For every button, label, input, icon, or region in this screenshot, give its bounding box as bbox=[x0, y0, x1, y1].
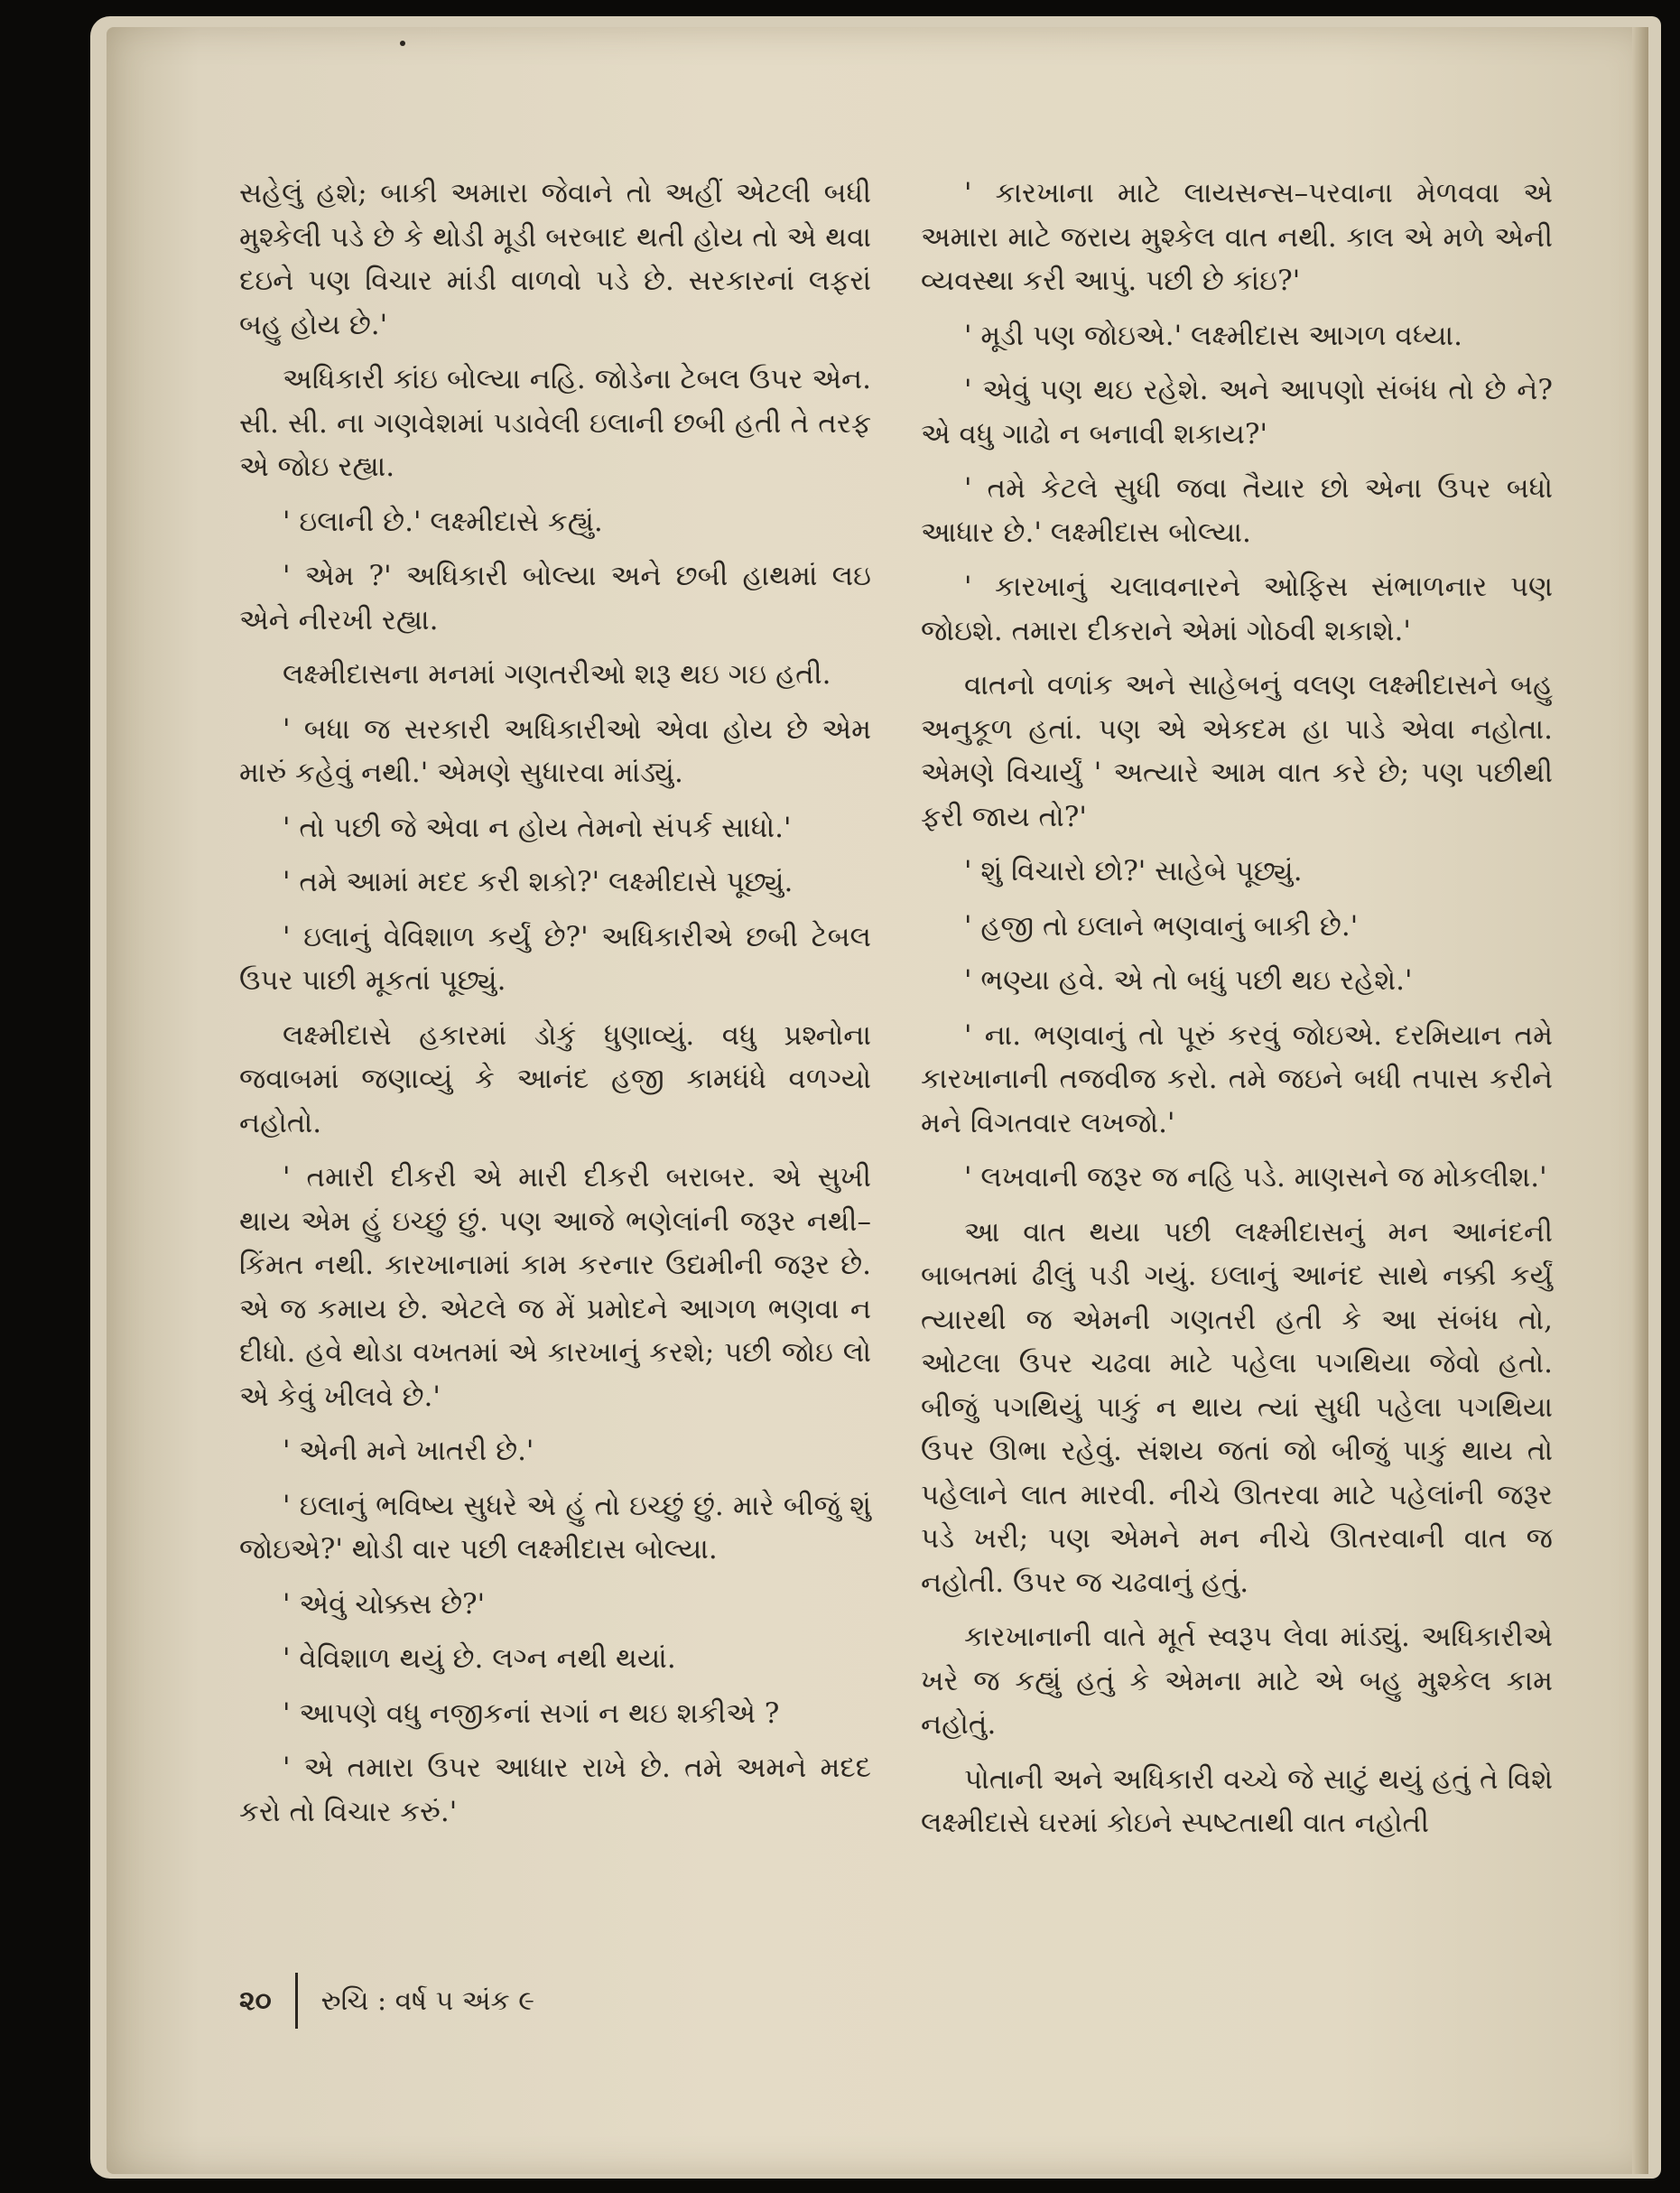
page-footer bbox=[239, 1973, 534, 2029]
page-number: ૨૦ bbox=[239, 1984, 272, 2017]
right-paragraph: ' કારખાનું ચલાવનારને ઓફિસ સંભાળનાર પણ જોઇશે. તમારા દીકરાને એમાં ગોઠવી શકાશે.' bbox=[921, 571, 1553, 647]
left-paragraph: લક્ષ્મીદાસના મનમાં ગણતરીઓ શરૂ થઇ ગઇ હતી. bbox=[283, 658, 831, 691]
issue-label: રુચિ : વર્ષ ૫ અંક ૯ bbox=[320, 1984, 534, 2017]
left-column bbox=[239, 172, 871, 1845]
right-paragraph: ' હજી તો ઇલાને ભણવાનું બાકી છે.' bbox=[964, 909, 1359, 943]
right-paragraph: ' એવું પણ થઇ રહેશે. અને આપણો સંબંધ તો છે ને? એ વધુ ગાઢો ન બનાવી શકાય?' bbox=[921, 374, 1553, 451]
left-paragraph: ' એની મને ખાતરી છે.' bbox=[283, 1435, 534, 1467]
right-paragraph: ' લખવાની જરૂર જ નહિ પડે. માણસને જ મોકલીશ.' bbox=[964, 1161, 1547, 1194]
left-paragraph: અધિકારી કાંઇ બોલ્યા નહિ. જોડેના ટેબલ ઉપર એન. સી. સી. ના ગણવેશમાં પડાવેલી ઇલાની છબી હતી તે તરફ એ જોઇ રહ્યા. bbox=[239, 363, 871, 483]
left-paragraph: ' તો પછી જે એવા ન હોય તેમનો સંપર્ક સાધો.' bbox=[283, 811, 792, 844]
left-paragraph: ' આપણે વધુ નજીકનાં સગાં ન થઇ શકીએ ? bbox=[283, 1696, 780, 1730]
left-paragraph: ' ઇલાનું વેવિશાળ કર્યું છે?' અધિકારીએ છબી ટેબલ ઉપર પાછી મૂકતાં પૂછ્યું. bbox=[239, 920, 871, 997]
left-paragraph: ' તમે આમાં મદદ કરી શકો?' લક્ષ્મીદાસે પૂછ્યું. bbox=[283, 866, 794, 898]
left-paragraph: ' ઇલાની છે.' લક્ષ્મીદાસે કહ્યું. bbox=[283, 505, 603, 538]
right-paragraph: કારખાનાની વાતે મૂર્ત સ્વરૂપ લેવા માંડ્યું. અધિકારીએ ખરે જ કહ્યું હતું કે એમના માટે એ બહુ મુશ્કેલ કામ નહોતું. bbox=[921, 1621, 1553, 1741]
left-paragraph: સહેલું હશે; બાકી અમારા જેવાને તો અહીં એટલી બધી મુશ્કેલી પડે છે કે થોડી મૂડી બરબાદ થતી હોય તો એ થવા દઇને પણ વિચાર માંડી વાળવો પડે છે. સરકારનાં લફરાં બહુ હોય છે.' bbox=[239, 177, 871, 341]
left-paragraph: લક્ષ્મીદાસે હકારમાં ડોકું ધુણાવ્યું. વધુ પ્રશ્નોના જવાબમાં જણાવ્યું કે આનંદ હજી કામધંધે વળગ્યો નહોતો. bbox=[239, 1018, 871, 1139]
left-paragraph: ' તમારી દીકરી એ મારી દીકરી બરાબર. એ સુખી થાય એમ હું ઇચ્છું છું. પણ આજે ભણેલાંની જરૂર નથી–કિંમત નથી. કારખાનામાં કામ કરનાર ઉદ્યમીની જરૂર છે. એ જ કમાય છે. એટલે જ મેં પ્રમોદને આગળ ભણવા ન દીધો. હવે થોડા વખતમાં એ કારખાનું કરશે; પછી જોઇ લો એ કેવું ખીલવે છે.' bbox=[239, 1161, 871, 1413]
ink-dot bbox=[400, 41, 405, 46]
left-paragraph: ' એમ ?' અધિકારી બોલ્યા અને છબી હાથમાં લઇ એને નીરખી રહ્યા. bbox=[239, 560, 871, 637]
right-paragraph: ' ના. ભણવાનું તો પૂરું કરવું જોઇએ. દરમિયાન તમે કારખાનાની તજવીજ કરો. તમે જઇને બધી તપાસ કરીને મને વિગતવાર લખજો.' bbox=[921, 1018, 1553, 1139]
right-paragraph: પોતાની અને અધિકારી વચ્ચે જે સાટું થયું હતું તે વિશે લક્ષ્મીદાસે ઘરમાં કોઇને સ્પષ્ટતાથી વાત નહોતી bbox=[921, 1762, 1553, 1839]
page-right-edge bbox=[1632, 27, 1648, 2174]
right-paragraph: ' શું વિચારો છો?' સાહેબે પૂછ્યું. bbox=[964, 855, 1303, 887]
left-paragraph: ' વેવિશાળ થયું છે. લગ્ન નથી થયાં. bbox=[283, 1642, 676, 1675]
left-paragraph: ' એવું ચોક્કસ છે?' bbox=[283, 1587, 486, 1621]
right-paragraph: ' કારખાના માટે લાયસન્સ–પરવાના મેળવવા એ અમારા માટે જરાય મુશ્કેલ વાત નથી. કાલ એ મળે એની વ્યવસ્થા કરી આપું. પછી છે કાંઇ?' bbox=[921, 177, 1553, 297]
right-column bbox=[921, 172, 1553, 1856]
left-paragraph: ' ઇલાનું ભવિષ્ય સુધરે એ હું તો ઇચ્છું છું. મારે બીજું શું જોઇએ?' થોડી વાર પછી લક્ષ્મીદાસ બોલ્યા. bbox=[239, 1489, 871, 1566]
left-paragraph: ' એ તમારા ઉપર આધાર રાખે છે. તમે અમને મદદ કરો તો વિચાર કરું.' bbox=[239, 1752, 871, 1828]
right-paragraph: આ વાત થયા પછી લક્ષ્મીદાસનું મન આનંદની બાબતમાં ઢીલું પડી ગયું. ઇલાનું આનંદ સાથે નક્કી કર્યું ત્યારથી જ એમની ગણતરી હતી કે આ સંબંધ તો, ઓટલા ઉપર ચઢવા માટે પહેલા પગથિયા જેવો હતો. બીજું પગથિયું પાકું ન થાય ત્યાં સુધી પહેલા પગથિયા ઉપર ઊભા રહેવું. સંશય જતાં જો બીજું પાકું થાય તો પહેલાને લાત મારવી. નીચે ઊતરવા માટે પહેલાંની જરૂર પડે ખરી; પણ એમને મન નીચે ઊતરવાની વાત જ નહોતી. ઉપર જ ચઢવાનું હતું. bbox=[921, 1215, 1553, 1599]
right-paragraph: ' તમે કેટલે સુધી જવા તૈયાર છો એના ઉપર બધો આધાર છે.' લક્ષ્મીદાસ બોલ્યા. bbox=[921, 472, 1553, 549]
right-paragraph: વાતનો વળાંક અને સાહેબનું વલણ લક્ષ્મીદાસને બહુ અનુકૂળ હતાં. પણ એ એકદમ હા પાડે એવા નહોતા. એમણે વિચાર્યું ' અત્યારે આમ વાત કરે છે; પણ પછીથી ફરી જાય તો?' bbox=[921, 669, 1553, 833]
right-paragraph: ' મૂડી પણ જોઇએ.' લક્ષ્મીદાસ આગળ વધ્યા. bbox=[964, 319, 1462, 352]
left-paragraph: ' બધા જ સરકારી અધિકારીઓ એવા હોય છે એમ મારું કહેવું નથી.' એમણે સુધારવા માંડ્યું. bbox=[239, 712, 871, 789]
right-paragraph: ' ભણ્યા હવે. એ તો બધું પછી થઇ રહેશે.' bbox=[964, 964, 1413, 997]
footer-divider bbox=[295, 1973, 298, 2029]
